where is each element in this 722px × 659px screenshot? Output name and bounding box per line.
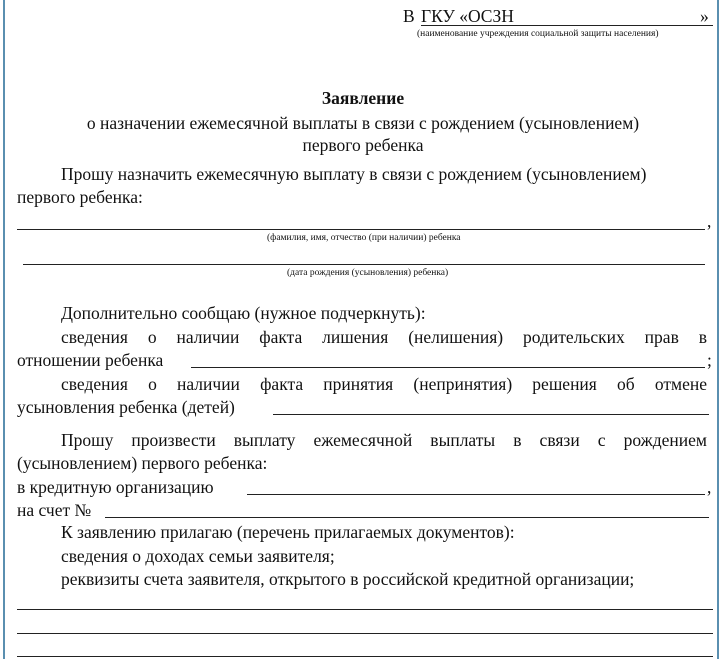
request-line2: первого ребенка: — [17, 187, 143, 207]
parental-rights-field[interactable] — [191, 367, 705, 368]
document-subtitle-line2: первого ребенка — [302, 135, 424, 155]
additional-item1-line1: сведения о наличии факта лишения (нелишения) родительских прав в — [61, 327, 707, 347]
request-line1: Прошу назначить ежемесячную выплату в связи с рождением (усыновлением) — [61, 164, 647, 184]
child-birth-date-field[interactable] — [23, 264, 705, 265]
document-subtitle-line1: о назначении ежемесячной выплаты в связи с рождением (усыновлением) — [86, 113, 640, 133]
attachment-item2: реквизиты счета заявителя, открытого в российской кредитной организации; — [61, 569, 635, 589]
account-field[interactable] — [105, 517, 709, 518]
additional-item2-line1: сведения о наличии факта принятия (непринятия) решения об отмене — [61, 374, 707, 394]
additional-intro: Дополнительно сообщаю (нужное подчеркнуть): — [61, 303, 426, 323]
additional-item2-line2: усыновления ребенка (детей) — [17, 397, 235, 417]
addressee-caption: (наименование учреждения социальной защиты населения) — [417, 29, 659, 39]
attachment-extra-line3[interactable] — [17, 656, 713, 657]
additional-item1-end: ; — [707, 350, 712, 370]
addressee-close-quote: » — [700, 6, 709, 26]
application-form — [3, 0, 719, 659]
document-title: Заявление — [321, 88, 405, 108]
attachment-extra-line2[interactable] — [17, 633, 713, 634]
account-label: на счет № — [17, 500, 92, 520]
child-name-caption: (фамилия, имя, отчество (при наличии) ребенка — [267, 233, 461, 243]
bank-label: в кредитную организацию — [17, 477, 214, 497]
attachments-intro: К заявлению прилагаю (перечень прилагаемых документов): — [61, 522, 515, 542]
adoption-cancel-field[interactable] — [273, 414, 709, 415]
child-name-comma: , — [707, 211, 712, 231]
child-name-field[interactable] — [17, 229, 705, 230]
bank-end: , — [707, 477, 712, 497]
bank-field[interactable] — [247, 494, 705, 495]
additional-item1-line2: отношении ребенка — [17, 350, 164, 370]
payment-line1: Прошу произвести выплату ежемесячной выплаты в связи с рождением — [61, 430, 707, 450]
addressee-org-line[interactable] — [421, 25, 713, 26]
addressee-org-name: ГКУ «ОСЗН — [421, 6, 514, 26]
attachment-extra-line1[interactable] — [17, 609, 713, 610]
child-birth-date-caption: (дата рождения (усыновления) ребенка) — [287, 268, 449, 278]
addressee-prefix: В — [403, 6, 415, 26]
attachment-item1: сведения о доходах семьи заявителя; — [61, 546, 335, 566]
payment-line2: (усыновлением) первого ребенка: — [17, 453, 268, 473]
